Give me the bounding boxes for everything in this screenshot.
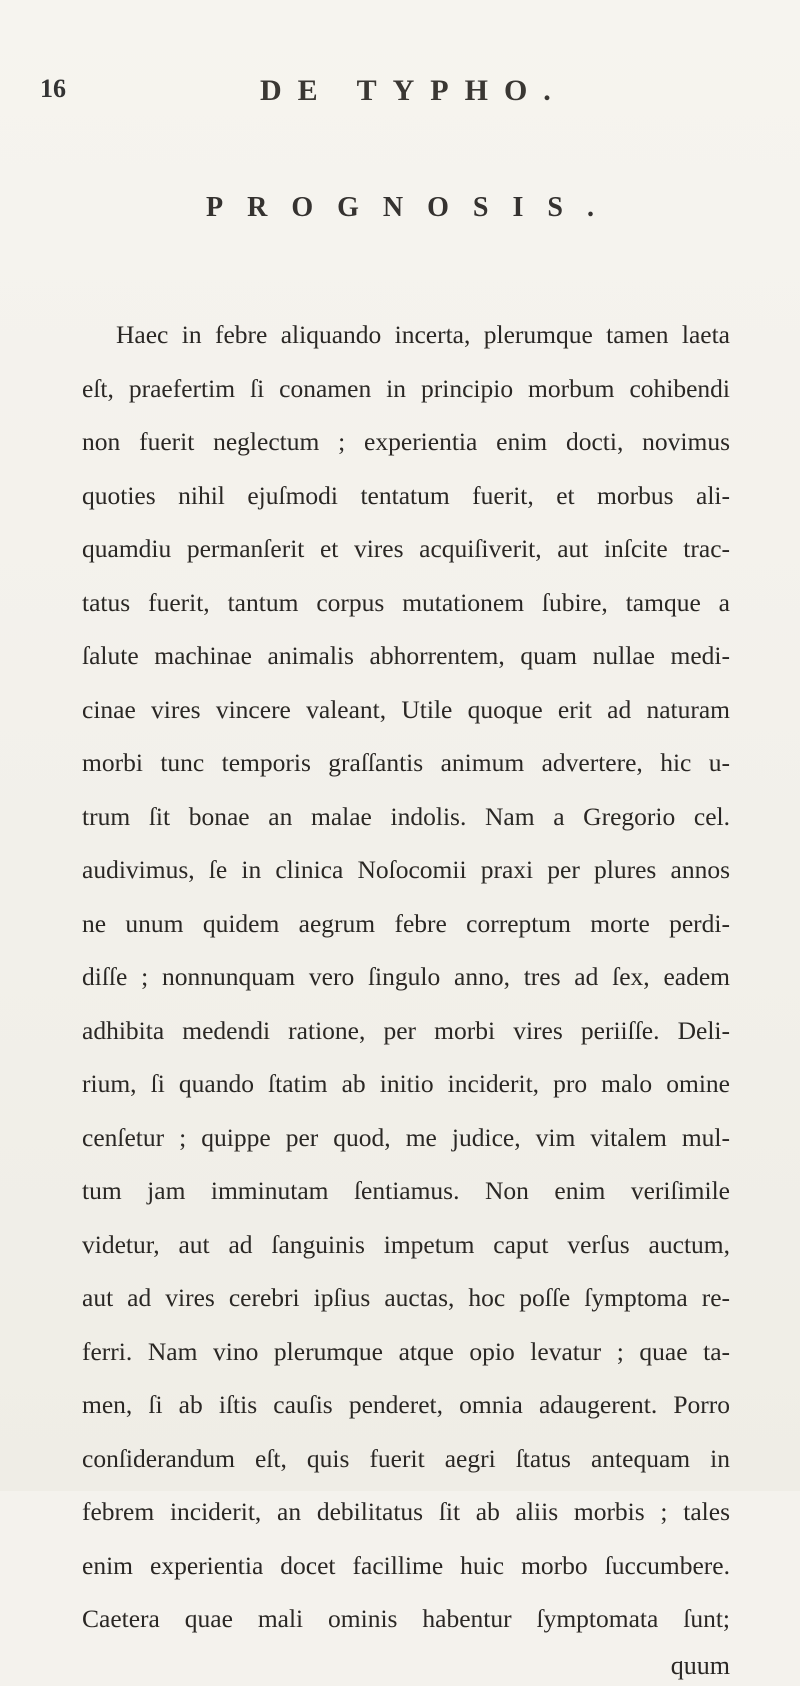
- text-line: aut ad vires cerebri ipſius auctas, hoc poſſe ſymptoma re-: [82, 1283, 730, 1312]
- page-header: [40, 74, 760, 114]
- running-title: DE TYPHO.: [260, 74, 567, 107]
- text-line: rium, ſi quando ſtatim ab initio inciderit, pro malo omine: [82, 1069, 730, 1098]
- text-line: non fuerit neglectum ; experientia enim docti, novimus: [82, 427, 730, 456]
- text-line: quamdiu permanſerit et vires acquiſiverit, aut inſcite trac-: [82, 534, 730, 563]
- text-line: Caetera quae mali ominis habentur ſymptomata ſunt;: [82, 1604, 730, 1633]
- text-line: eſt, praefertim ſi conamen in principio morbum cohibendi: [82, 373, 730, 403]
- text-line: quoties nihil ejuſmodi tentatum fuerit, et morbus ali-: [82, 480, 730, 510]
- text-line: videtur, aut ad ſanguinis impetum caput verſus auctum,: [82, 1229, 730, 1259]
- text-line: tatus fuerit, tantum corpus mutationem ſubire, tamque a: [82, 587, 730, 617]
- text-line: ne unum quidem aegrum febre correptum morte perdi-: [82, 908, 730, 938]
- section-title: PROGNOSIS.: [206, 192, 618, 223]
- text-line: cinae vires vincere valeant, Utile quoque erit ad naturam: [82, 694, 730, 724]
- catchword: quum: [670, 1650, 730, 1680]
- text-line: ferri. Nam vino plerumque atque opio levatur ; quae ta-: [82, 1336, 730, 1366]
- text-line: febrem inciderit, an debilitatus ſit ab aliis morbis ; tales: [82, 1497, 730, 1526]
- page-number: 16: [40, 74, 66, 103]
- text-line: cenſetur ; quippe per quod, me judice, vim vitalem mul-: [82, 1122, 730, 1152]
- text-line: Haec in febre aliquando incerta, plerumque tamen laeta: [116, 320, 730, 349]
- text-line: ſalute machinae animalis abhorrentem, quam nullae medi-: [82, 641, 730, 670]
- text-line: men, ſi ab iſtis cauſis penderet, omnia adaugerent. Porro: [82, 1390, 730, 1419]
- text-line: audivimus, ſe in clinica Noſocomii praxi per plures annos: [82, 855, 730, 884]
- text-line: conſiderandum eſt, quis fuerit aegri ſtatus antequam in: [82, 1443, 730, 1473]
- text-line: adhibita medendi ratione, per morbi vires periiſſe. Deli-: [82, 1015, 730, 1045]
- text-line: tum jam imminutam ſentiamus. Non enim veriſimile: [82, 1176, 730, 1205]
- text-line: enim experientia docet facillime huic morbo ſuccumbere.: [82, 1550, 730, 1580]
- text-line: diſſe ; nonnunquam vero ſingulo anno, tres ad ſex, eadem: [82, 962, 730, 991]
- body-text: [82, 308, 730, 1686]
- text-line: trum ſit bonae an malae indolis. Nam a Gregorio cel.: [82, 801, 730, 831]
- text-line: morbi tunc temporis graſſantis animum advertere, hic u-: [82, 748, 730, 777]
